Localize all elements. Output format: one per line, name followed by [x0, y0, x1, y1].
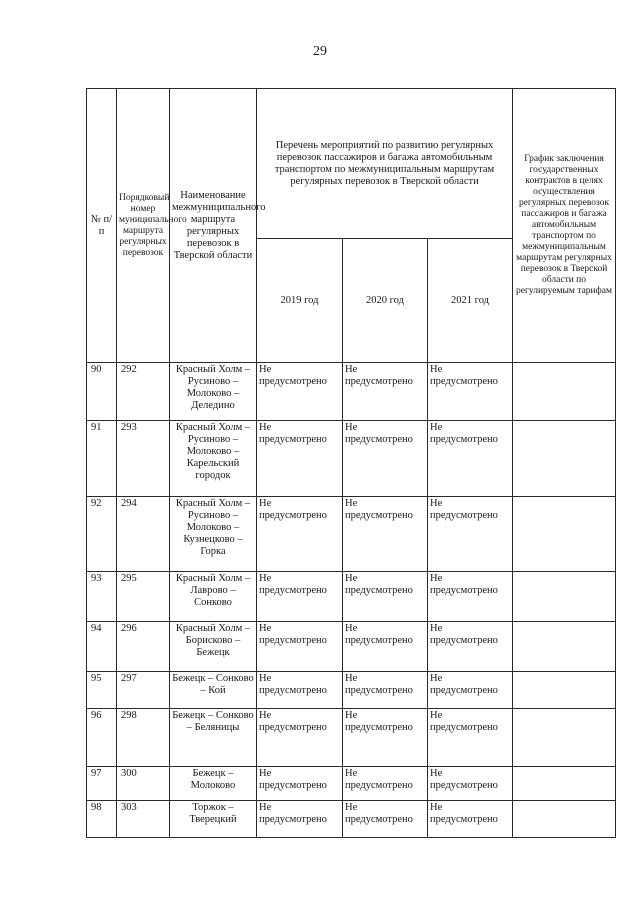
routes-table	[86, 88, 616, 838]
measure-2019: Не предусмотрено	[257, 572, 343, 622]
page-number: 29	[313, 44, 327, 59]
route-number: 297	[117, 672, 170, 709]
measure-2021: Не предусмотрено	[428, 363, 513, 421]
table-row	[87, 622, 616, 672]
schedule-cell	[513, 709, 616, 767]
schedule-cell	[513, 801, 616, 838]
route-number: 303	[117, 801, 170, 838]
measure-2020: Не предусмотрено	[343, 363, 428, 421]
measure-2021: Не предусмотрено	[428, 801, 513, 838]
measure-2021: Не предусмотрено	[428, 421, 513, 497]
schedule-cell	[513, 672, 616, 709]
row-number: 98	[87, 801, 117, 838]
measure-2019: Не предусмотрено	[257, 801, 343, 838]
measure-2020: Не предусмотрено	[343, 421, 428, 497]
measure-2019: Не предусмотрено	[257, 363, 343, 421]
route-number: 296	[117, 622, 170, 672]
route-name: Красный Холм – Русиново – Молоково – Кузнецково – Горка	[170, 497, 257, 572]
route-number: 298	[117, 709, 170, 767]
measure-2020: Не предусмотрено	[343, 672, 428, 709]
measure-2020: Не предусмотрено	[343, 767, 428, 801]
header-year-2021: 2021 год	[428, 239, 513, 363]
table-row	[87, 672, 616, 709]
measure-2021: Не предусмотрено	[428, 672, 513, 709]
row-number: 94	[87, 622, 117, 672]
row-number: 91	[87, 421, 117, 497]
measure-2021: Не предусмотрено	[428, 572, 513, 622]
measure-2020: Не предусмотрено	[343, 622, 428, 672]
route-name: Красный Холм – Русиново – Молоково – Деледино	[170, 363, 257, 421]
schedule-cell	[513, 622, 616, 672]
measure-2020: Не предусмотрено	[343, 801, 428, 838]
header-measures: Перечень мероприятий по развитию регулярных перевозок пассажиров и багажа автомобильным транспортом по межмуниципальным маршрутам регулярных перевозок в Тверской области	[257, 89, 513, 239]
route-name: Бежецк – Сонково – Кой	[170, 672, 257, 709]
measure-2020: Не предусмотрено	[343, 709, 428, 767]
row-number: 90	[87, 363, 117, 421]
table-row	[87, 709, 616, 767]
row-number: 97	[87, 767, 117, 801]
route-number: 293	[117, 421, 170, 497]
route-name: Бежецк – Молоково	[170, 767, 257, 801]
schedule-cell	[513, 363, 616, 421]
measure-2020: Не предусмотрено	[343, 572, 428, 622]
measure-2019: Не предусмотрено	[257, 421, 343, 497]
schedule-cell	[513, 497, 616, 572]
measure-2019: Не предусмотрено	[257, 709, 343, 767]
header-schedule: График заключения государственных контрактов в целях осуществления регулярных перевозок пассажиров и багажа автомобильным транспортом по межмуниципальным маршрутам регулярных перевозок в Тверской области по регулируемым тарифам	[513, 89, 616, 363]
measure-2021: Не предусмотрено	[428, 767, 513, 801]
route-name: Красный Холм – Борисково – Бежецк	[170, 622, 257, 672]
table-row	[87, 421, 616, 497]
row-number: 95	[87, 672, 117, 709]
table-row	[87, 801, 616, 838]
measure-2021: Не предусмотрено	[428, 497, 513, 572]
row-number: 92	[87, 497, 117, 572]
route-name: Бежецк – Сонково – Беляницы	[170, 709, 257, 767]
measure-2021: Не предусмотрено	[428, 622, 513, 672]
header-route-name: Наименование межмуниципального маршрута регулярных перевозок в Тверской области	[170, 89, 257, 363]
row-number: 96	[87, 709, 117, 767]
route-name: Торжок – Тверецкий	[170, 801, 257, 838]
schedule-cell	[513, 421, 616, 497]
table-row	[87, 572, 616, 622]
measure-2019: Не предусмотрено	[257, 497, 343, 572]
schedule-cell	[513, 572, 616, 622]
measure-2019: Не предусмотрено	[257, 672, 343, 709]
measure-2020: Не предусмотрено	[343, 497, 428, 572]
measure-2021: Не предусмотрено	[428, 709, 513, 767]
route-number: 300	[117, 767, 170, 801]
route-name: Красный Холм – Лаврово – Сонково	[170, 572, 257, 622]
table-row	[87, 767, 616, 801]
measure-2019: Не предусмотрено	[257, 622, 343, 672]
header-year-2019: 2019 год	[257, 239, 343, 363]
row-number: 93	[87, 572, 117, 622]
table-row	[87, 497, 616, 572]
schedule-cell	[513, 767, 616, 801]
route-name: Красный Холм – Русиново – Молоково – Карельский городок	[170, 421, 257, 497]
table-row	[87, 363, 616, 421]
route-number: 295	[117, 572, 170, 622]
route-number: 294	[117, 497, 170, 572]
header-route-number: Порядковый номер муниципального маршрута регулярных перевозок	[117, 89, 170, 363]
header-no: № п/п	[87, 89, 117, 363]
route-number: 292	[117, 363, 170, 421]
measure-2019: Не предусмотрено	[257, 767, 343, 801]
header-year-2020: 2020 год	[343, 239, 428, 363]
